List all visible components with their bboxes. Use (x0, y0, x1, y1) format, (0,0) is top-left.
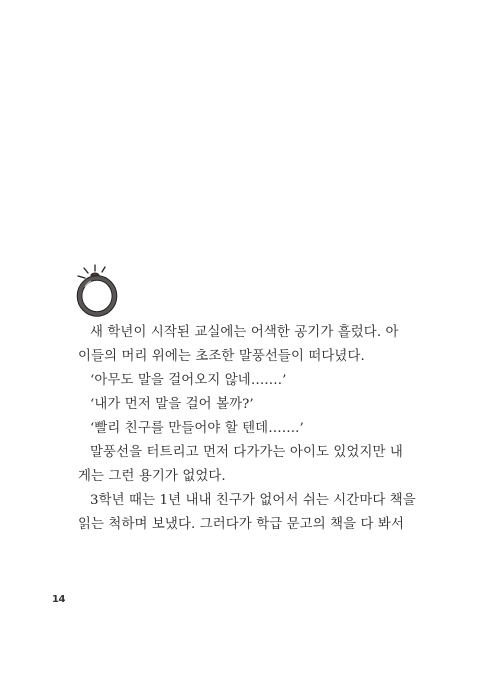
paragraph-line: 읽는 척하며 보냈다. 그러다가 학급 문고의 책을 다 봐서 (78, 517, 404, 532)
diamond-ring-icon (74, 262, 136, 318)
dialogue-line: ‘아무도 말을 걸어오지 않네…….’ (90, 373, 287, 388)
paragraph-line: 3학년 때는 1년 내내 친구가 없어서 쉬는 시간마다 책을 (90, 493, 416, 508)
paragraph-line: 말풍선을 터트리고 먼저 다가가는 아이도 있었지만 내 (90, 445, 403, 460)
paragraph-line: 이들의 머리 위에는 초조한 말풍선들이 떠다녔다. (78, 349, 365, 364)
paragraph-line: 새 학년이 시작된 교실에는 어색한 공기가 흘렀다. 아 (90, 325, 399, 340)
dialogue-line: ‘빨리 친구를 만들어야 할 텐데…….’ (90, 421, 304, 436)
page-number: 14 (52, 594, 65, 605)
dialogue-line: ‘내가 먼저 말을 걸어 볼까?’ (90, 397, 254, 412)
paragraph-line: 게는 그런 용기가 없었다. (78, 469, 226, 484)
